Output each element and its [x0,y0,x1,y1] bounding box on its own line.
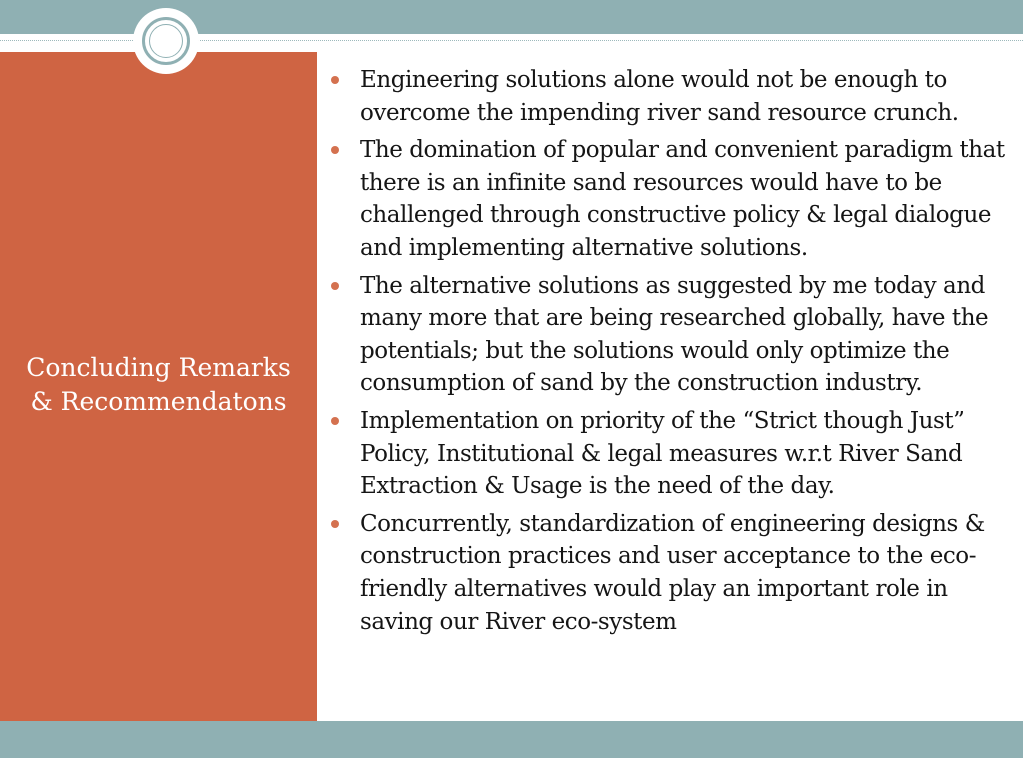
bullet-text: The domination of popular and convenient paradigm that there is an infinite sand resources would have to be challenged through constructive policy & legal dialogue and implementing alternative solutions. [360,137,1005,261]
bullet-text: Engineering solutions alone would not be enough to overcome the impending river sand resource crunch. [360,67,959,126]
bullet-content [327,64,1007,714]
slide-title: Concluding Remarks & Recommendatons [26,352,291,416]
bullet-item [327,134,1007,264]
bullet-item [327,405,1007,503]
bullet-item [327,64,1007,129]
bullet-text: The alternative solutions as suggested by me today and many more that are being researched globally, have the potentials; but the solutions would only optimize the consumption of sand by the construction industry. [360,272,989,397]
bullet-text: Implementation on priority of the “Strict though Just” Policy, Institutional & legal measures w.r.t River Sand Extraction & Usage is the need of the day. [360,407,965,500]
bullet-dot-icon [331,282,339,290]
bullet-dot-icon [331,146,339,154]
emblem-inner-ring [149,24,183,58]
bullet-dot-icon [331,76,339,84]
bottom-band [0,721,1023,758]
bullet-dot-icon [331,417,339,425]
circle-emblem-icon [133,8,199,74]
title-panel [0,52,317,721]
bullet-text: Concurrently, standardization of engineering designs & construction practices and user acceptance to the eco-friendly alternatives would play an important role in saving our River eco-system [360,510,985,635]
bullet-dot-icon [331,520,339,528]
bullet-item [327,508,1007,638]
bullet-list [327,64,1007,638]
bullet-item [327,270,1007,400]
